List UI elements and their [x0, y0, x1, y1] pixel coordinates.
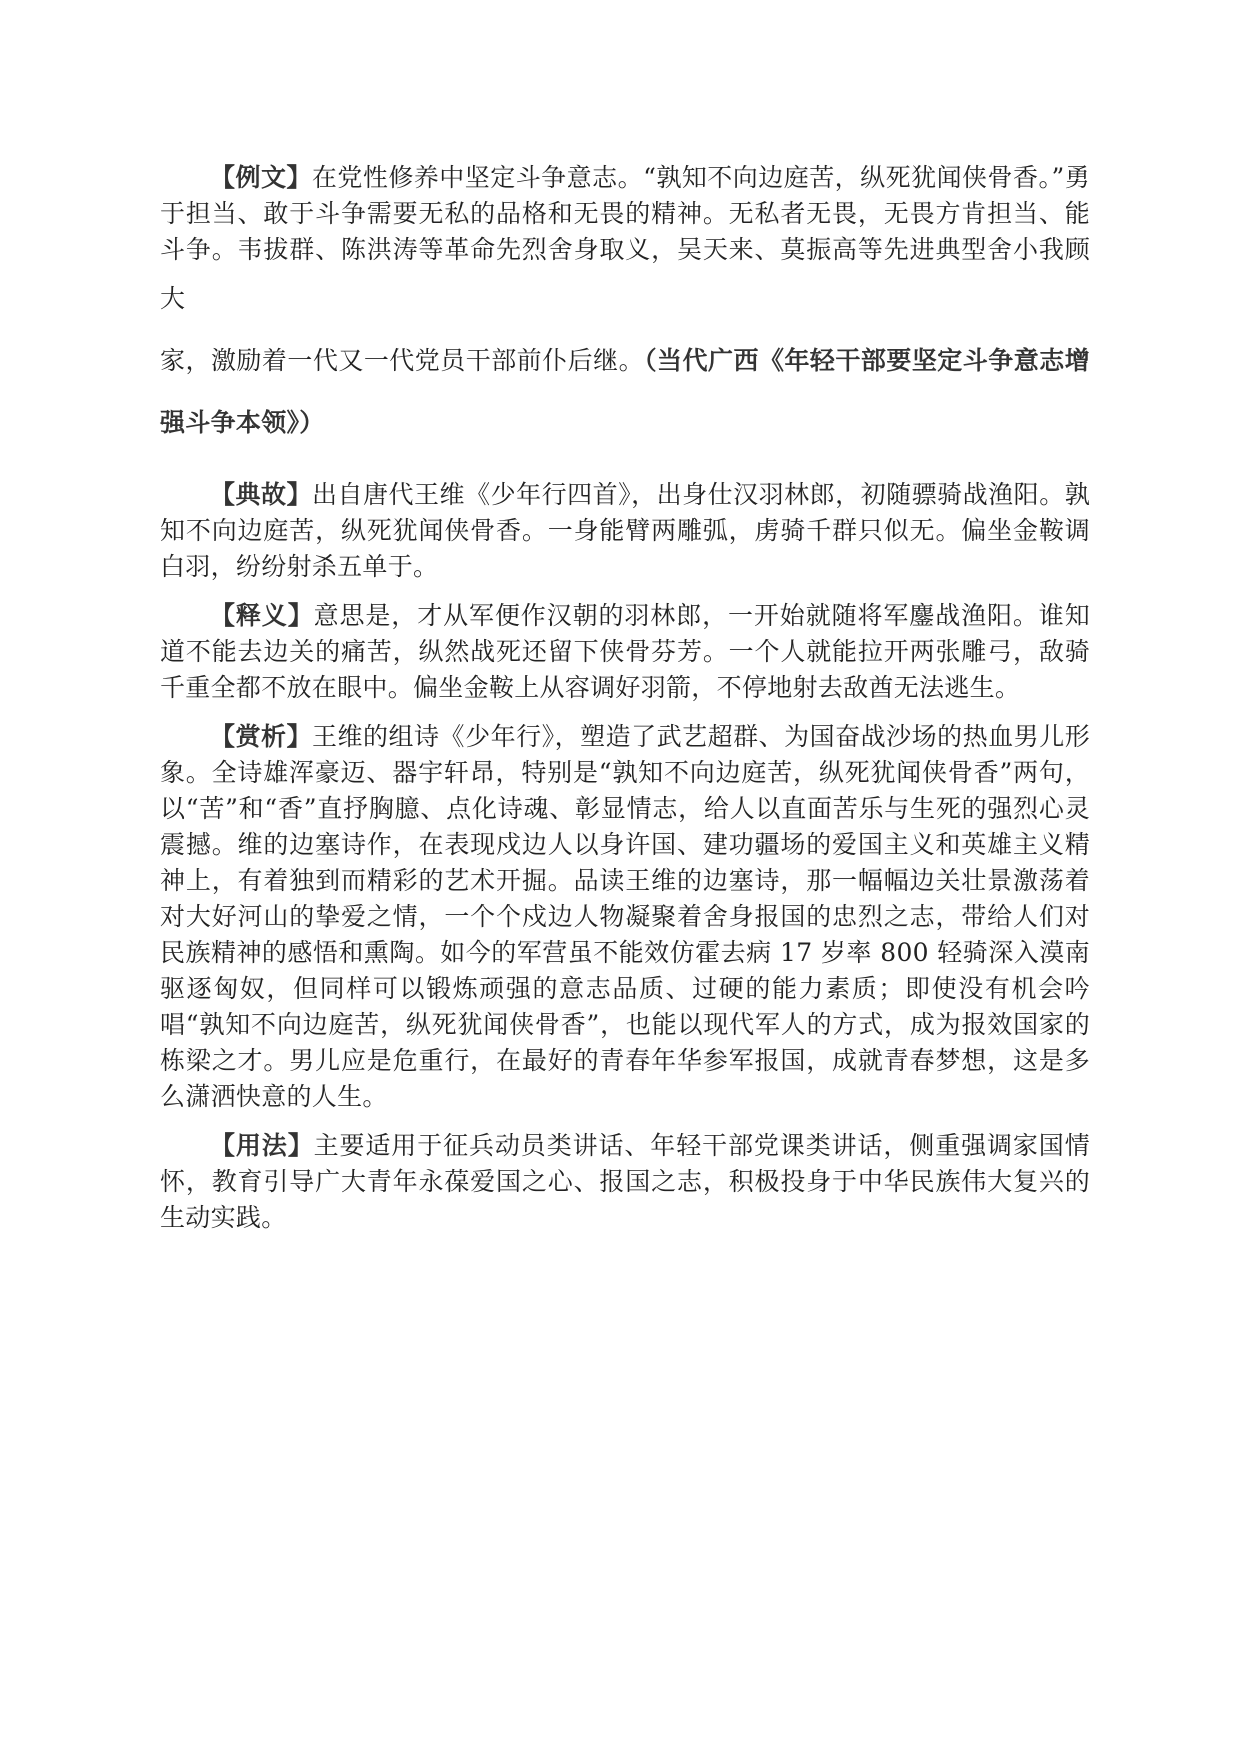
allusion-paragraph — [160, 477, 1090, 585]
meaning-tag: 【释义】 — [210, 601, 314, 630]
meaning-text: 意思是，才从军便作汉朝的羽林郎，一开始就随将军鏖战渔阳。谁知道不能去边关的痛苦，纵然战死还留下侠骨芬芳。一个人就能拉开两张雕弓，敌骑千重全都不放在眼中。偏坐金鞍上从容调好羽箭，不停地射去敌酋无法逃生。 — [160, 601, 1090, 702]
paragraph-gap — [160, 467, 1090, 477]
example-text: 在党性修养中坚定斗争意志。“孰知不向边庭苦，纵死犹闻侠骨香。”勇于担当、敢于斗争需要无私的品格和无畏的精神。无私者无畏，无畏方肯担当、能斗争。韦拔群、陈洪涛等革命先烈舍身取义，吴天来、莫振高等先进典型舍小我顾大 — [160, 163, 1090, 313]
allusion-text: 出自唐代王维《少年行四首》，出身仕汉羽林郎，初随骠骑战渔阳。孰知不向边庭苦，纵死犹闻侠骨香。一身能臂两雕弧，虏骑千群只似无。偏坐金鞍调白羽，纷纷射杀五单于。 — [160, 480, 1090, 581]
appreciation-text: 王维的组诗《少年行》，塑造了武艺超群、为国奋战沙场的热血男儿形象。全诗雄浑豪迈、器宇轩昂，特别是“孰知不向边庭苦，纵死犹闻侠骨香”两句，以“苦”和“香”直抒胸臆、点化诗魂、彰显情志，给人以直面苦乐与生死的强烈心灵震撼。维的边塞诗作，在表现戍边人以身许国、建功疆场的爱国主义和英雄主义精神上，有着独到而精彩的艺术开掘。品读王维的边塞诗，那一幅幅边关壮景激荡着对大好河山的挚爱之情，一个个戍边人物凝聚着舍身报国的忠烈之志，带给人们对民族精神的感悟和熏陶。如今的军营虽不能效仿霍去病 17 岁率 800 轻骑深入漠南驱逐匈奴，但同样可以锻炼顽强的意志品质、过硬的能力素质；即使没有机会吟唱“孰知不向边庭苦，纵死犹闻侠骨香”，也能以现代军人的方式，成为报效国家的栋梁之才。男儿应是危重行，在最好的青春年华参军报国，成就青春梦想，这是多么潇洒快意的人生。 — [160, 722, 1090, 1111]
example-source: （当代广西《年轻干部要坚定斗争意志增强斗争本领》） — [160, 346, 1090, 437]
document-body — [160, 160, 1090, 1249]
example-text-continued — [160, 346, 1090, 437]
appreciation-tag: 【赏析】 — [210, 722, 313, 751]
example-paragraph — [160, 160, 1090, 454]
example-text-tail: 家，激励着一代又一代党员干部前仆后继。 — [160, 346, 645, 375]
allusion-tag: 【典故】 — [210, 480, 313, 509]
usage-paragraph — [160, 1128, 1090, 1236]
appreciation-paragraph — [160, 719, 1090, 1115]
meaning-paragraph — [160, 598, 1090, 706]
usage-tag: 【用法】 — [210, 1131, 314, 1160]
example-tag: 【例文】 — [210, 163, 312, 192]
usage-text: 主要适用于征兵动员类讲话、年轻干部党课类讲话，侧重强调家国情怀，教育引导广大青年永葆爱国之心、报国之志，积极投身于中华民族伟大复兴的生动实践。 — [160, 1131, 1090, 1232]
